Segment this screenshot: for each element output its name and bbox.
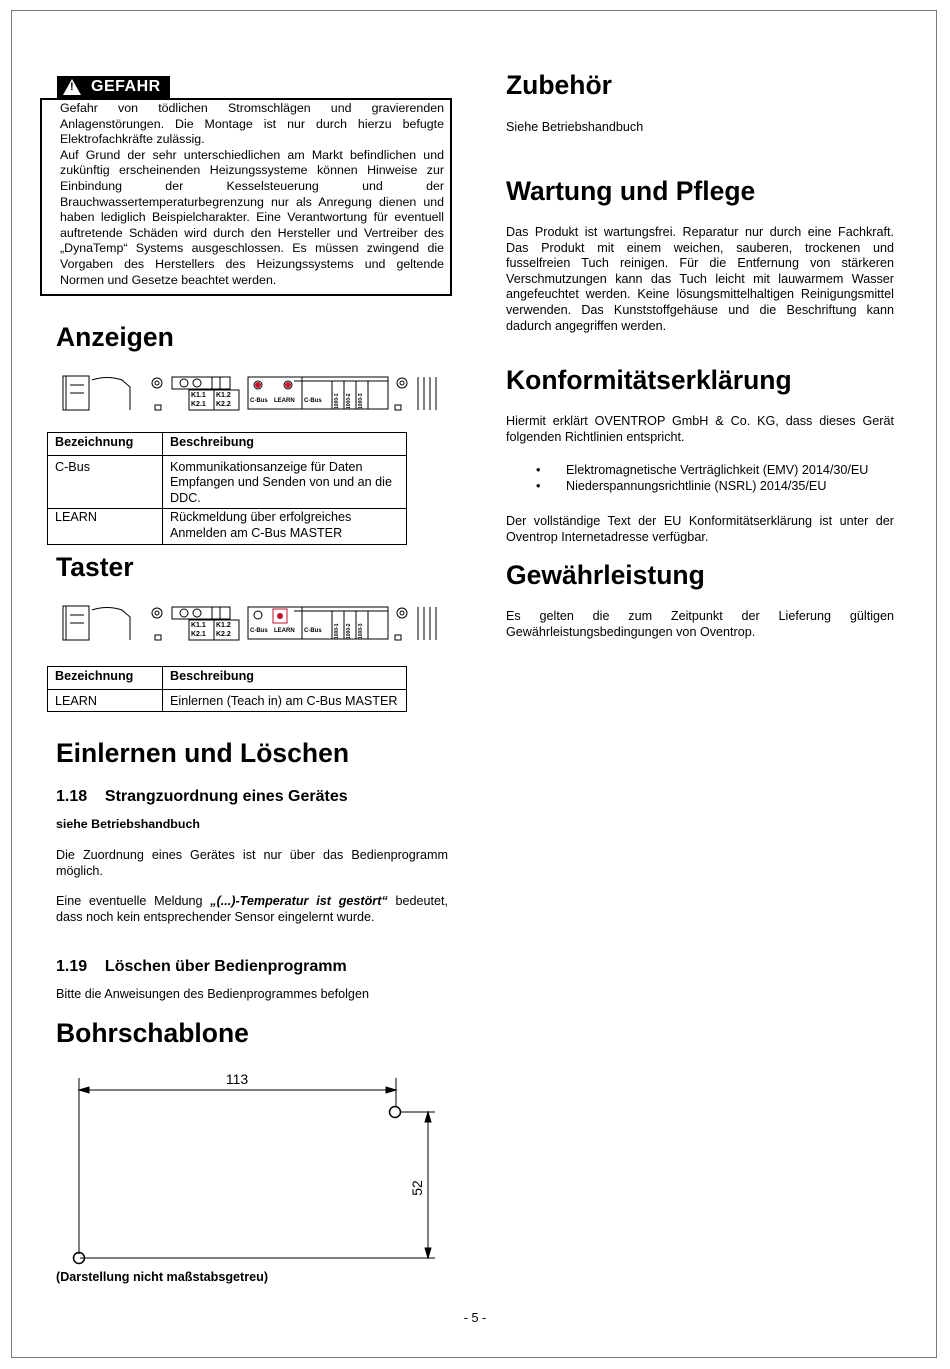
danger-paragraph-1: Gefahr von tödlichen Stromschlägen und gravierenden Anlagenstörungen. Die Montage ist nur durch hierzu befugte Elektrofachkräfte zulässig. xyxy=(60,101,444,147)
header-beschreibung: Beschreibung xyxy=(163,433,407,456)
section-1-19-heading xyxy=(56,958,347,976)
label-k21: K2.1 xyxy=(191,631,206,638)
danger-label-text: GEFAHR xyxy=(91,78,161,95)
label-k12: K1.2 xyxy=(216,622,231,629)
table-row xyxy=(48,509,407,544)
section-1-18-reference: siehe Betriebshandbuch xyxy=(56,817,200,831)
device-front-view-button xyxy=(62,605,444,642)
section-1-18-heading xyxy=(56,788,348,806)
table-row xyxy=(48,689,407,712)
wartung-title: Wartung und Pflege xyxy=(506,176,756,206)
label-learn: LEARN xyxy=(274,628,295,634)
label-k21: K2.1 xyxy=(191,401,206,408)
einlernen-title: Einlernen und Löschen xyxy=(56,738,350,768)
label-cbus-1: C-Bus xyxy=(250,628,268,634)
taster-title: Taster xyxy=(56,552,134,582)
dimension-height: 52 xyxy=(409,1180,425,1196)
gewaehr-text: Es gelten die zum Zeitpunkt der Lieferung gültigen Gewährleistungsbedingungen von Oventrop. xyxy=(506,609,894,639)
label-terminal-2: 1000-2 xyxy=(346,623,352,639)
dimension-width: 113 xyxy=(225,1071,249,1087)
section-number: 1.18 xyxy=(56,788,88,805)
header-bezeichnung: Bezeichnung xyxy=(48,433,163,456)
section-1-19-paragraph: Bitte die Anweisungen des Bedienprogrammes befolgen xyxy=(56,987,369,1001)
danger-paragraph-2: Auf Grund der sehr unterschiedlichen am Markt befindlichen und zukünftig erscheinenden Heizungssysteme können Hinweise zur Einbindung der Kesselsteuerung und der Brauchwassertemperaturbegrenzung nur als Anregung dienen und haben lediglich Beispielcharakter. Eine Verantwortung für eventuell auftretende Schäden wird durch den Hersteller und Vertreiber des „DynaTemp“ Systems ausgeschlossen. Es müssen zwingend die Vorgaben des Herstellers des Heizungssystems und geltende Normen und Gesetze beachtet werden. xyxy=(60,147,444,287)
header-beschreibung: Beschreibung xyxy=(163,667,407,690)
row-desc: Einlernen (Teach in) am C-Bus MASTER xyxy=(163,689,407,712)
drawing-note: (Darstellung nicht maßstabsgetreu) xyxy=(56,1270,269,1284)
message-text-prefix: Eine eventuelle Meldung xyxy=(56,894,211,908)
bohrschablone-title: Bohrschablone xyxy=(56,1018,249,1048)
table-header-row xyxy=(48,433,407,456)
label-cbus-2: C-Bus xyxy=(304,628,322,634)
label-learn: LEARN xyxy=(274,398,295,404)
drilling-template-drawing xyxy=(60,1066,480,1266)
list-item: • Elektromagnetische Verträglichkeit (EMV) 2014/30/EU xyxy=(506,462,894,478)
gewaehr-title: Gewährleistung xyxy=(506,560,705,590)
table-row xyxy=(48,455,407,509)
konform-outro: Der vollständige Text der EU Konformitätserklärung ist unter der Oventrop Internetadresse verfügbar. xyxy=(506,514,894,544)
konform-intro: Hiermit erklärt OVENTROP GmbH & Co. KG, dass dieses Gerät folgenden Richtlinien entspricht. xyxy=(506,414,894,444)
header-bezeichnung: Bezeichnung xyxy=(48,667,163,690)
section-title: Löschen über Bedienprogramm xyxy=(104,958,347,975)
row-name: LEARN xyxy=(48,689,163,712)
anzeigen-title: Anzeigen xyxy=(56,322,174,352)
message-text-suffix: bedeutet, dass noch kein entsprechender Sensor eingelernt wurde. xyxy=(56,894,448,924)
danger-label xyxy=(57,76,170,98)
label-k22: K2.2 xyxy=(216,631,231,638)
danger-box xyxy=(40,98,452,296)
label-k22: K2.2 xyxy=(216,401,231,408)
label-k11: K1.1 xyxy=(191,622,206,629)
konform-title: Konformitätserklärung xyxy=(506,365,792,395)
label-k12: K1.2 xyxy=(216,392,231,399)
label-terminal-3: 1000-3 xyxy=(358,393,364,409)
label-terminal-1: 1000-1 xyxy=(334,393,340,409)
directive-list xyxy=(506,462,894,494)
zubehoer-title: Zubehör xyxy=(506,70,612,100)
list-item: • Niederspannungsrichtlinie (NSRL) 2014/35/EU xyxy=(506,478,894,494)
label-k11: K1.1 xyxy=(191,392,206,399)
row-desc: Kommunikationsanzeige für Daten Empfangen und Senden von und an die DDC. xyxy=(163,455,407,509)
label-terminal-3: 1000-3 xyxy=(358,623,364,639)
row-name: C-Bus xyxy=(48,455,163,509)
page-number: - 5 - xyxy=(463,1311,487,1325)
label-terminal-1: 1000-1 xyxy=(334,623,340,639)
row-desc: Rückmeldung über erfolgreiches Anmelden am C-Bus MASTER xyxy=(163,509,407,544)
section-1-18-paragraph-1: Die Zuordnung eines Gerätes ist nur über das Bedienprogramm möglich. xyxy=(56,848,448,878)
section-number: 1.19 xyxy=(56,958,88,975)
section-title: Strangzuordnung eines Gerätes xyxy=(104,788,348,805)
label-cbus-2: C-Bus xyxy=(304,398,322,404)
anzeigen-table xyxy=(47,432,407,545)
wartung-text: Das Produkt ist wartungsfrei. Reparatur nur durch eine Fachkraft. Das Produkt mit einem weichen, sauberen, trockenen und fusselfreien Tuch reinigen. Für die Entfernung von stärkeren Verschmutzungen kann das Tuch leicht mit lauwarmem Wasser angefeuchtet werden. Keine lösungsmittelhaltigen Reinigungsmittel verwenden. Das Kunststoffgehäuse und die Beschriftung kann dadurch angegriffen werden. xyxy=(506,225,894,333)
section-1-18-paragraph-2 xyxy=(56,894,448,925)
label-terminal-2: 1000-2 xyxy=(346,393,352,409)
warning-triangle-icon xyxy=(63,79,81,95)
label-cbus-1: C-Bus xyxy=(250,398,268,404)
taster-table xyxy=(47,666,407,712)
error-message: „(...)-Temperatur ist gestört“ xyxy=(210,894,388,908)
device-front-view-displays xyxy=(62,375,444,412)
zubehoer-text: Siehe Betriebshandbuch xyxy=(506,120,644,134)
table-header-row xyxy=(48,667,407,690)
row-name: LEARN xyxy=(48,509,163,544)
